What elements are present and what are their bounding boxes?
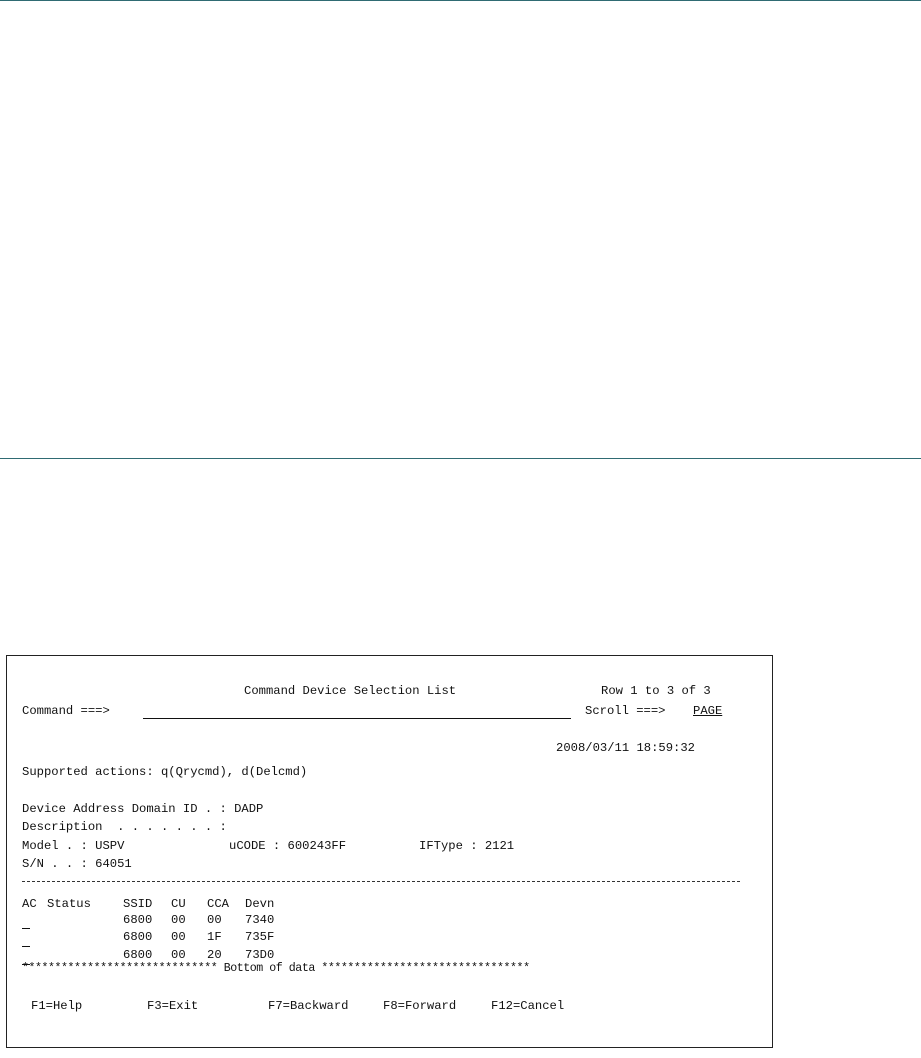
supported-actions: Supported actions: q(Qrycmd), d(Delcmd): [22, 765, 308, 779]
row-action-field[interactable]: [22, 946, 30, 947]
row-cca: 00: [207, 913, 222, 927]
panel-title: Command Device Selection List: [244, 684, 457, 698]
row-cca: 1F: [207, 930, 222, 944]
f3-exit-key[interactable]: F3=Exit: [147, 999, 199, 1013]
row-cca: 20: [207, 948, 222, 962]
row-ssid: 6800: [123, 913, 153, 927]
row-ssid: 6800: [123, 930, 153, 944]
row-cu: 00: [171, 930, 186, 944]
model: Model . : USPV: [22, 839, 125, 853]
separator-line: [22, 881, 740, 882]
scroll-label: Scroll ===>: [585, 704, 666, 718]
description: Description . . . . . . . :: [22, 820, 227, 834]
middle-divider: [0, 458, 921, 459]
col-header-ssid: SSID: [123, 897, 153, 911]
scroll-amount-field[interactable]: PAGE: [693, 704, 723, 718]
row-devn: 7340: [245, 913, 275, 927]
terminal-screen: [6, 655, 773, 1048]
f7-backward-key[interactable]: F7=Backward: [268, 999, 349, 1013]
row-devn: 735F: [245, 930, 275, 944]
iftype: IFType : 2121: [419, 839, 515, 853]
top-divider: [0, 0, 921, 1]
serial-number: S/N . . : 64051: [22, 857, 132, 871]
col-header-status: Status: [47, 897, 91, 911]
col-header-devn: Devn: [245, 897, 275, 911]
command-label: Command ===>: [22, 704, 110, 718]
timestamp: 2008/03/11 18:59:32: [556, 741, 695, 755]
col-header-cca: CCA: [207, 897, 229, 911]
row-cu: 00: [171, 913, 186, 927]
f12-cancel-key[interactable]: F12=Cancel: [491, 999, 565, 1013]
row-cu: 00: [171, 948, 186, 962]
row-action-field[interactable]: [22, 928, 30, 929]
row-ssid: 6800: [123, 948, 153, 962]
row-info: Row 1 to 3 of 3: [601, 684, 711, 698]
domain-id: Device Address Domain ID . : DADP: [22, 802, 264, 816]
col-header-ac: AC: [22, 897, 37, 911]
col-header-cu: CU: [171, 897, 186, 911]
row-devn: 73D0: [245, 948, 275, 962]
ucode: uCODE : 600243FF: [229, 839, 347, 853]
bottom-of-data-marker: ****************************** Bottom of data ********************************: [22, 962, 530, 975]
f8-forward-key[interactable]: F8=Forward: [383, 999, 457, 1013]
command-input-underline: [143, 718, 571, 719]
f1-help-key[interactable]: F1=Help: [31, 999, 83, 1013]
